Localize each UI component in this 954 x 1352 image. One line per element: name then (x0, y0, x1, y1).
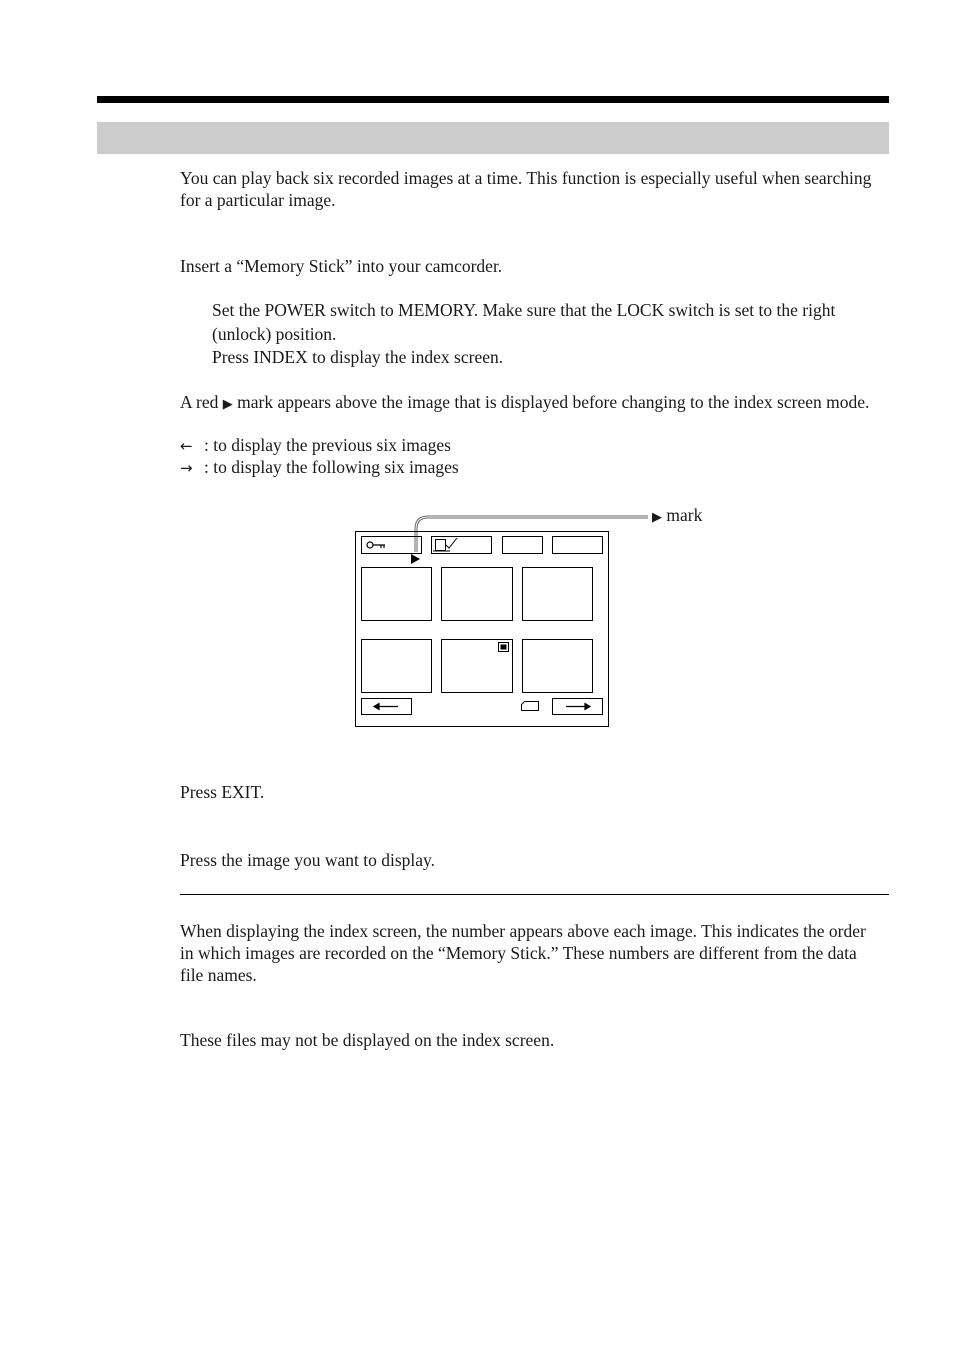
thumbnail-3 (523, 568, 593, 621)
left-arrow-icon: ← (180, 437, 193, 455)
right-arrow-icon: → (180, 459, 193, 477)
step-exit: Press EXIT. (180, 782, 265, 802)
play-mark-callout (652, 504, 702, 529)
step-insert: Insert a “Memory Stick” into your camcorder. (180, 256, 503, 276)
prev-arrow-text: : to display the previous six images (204, 435, 451, 455)
notes-divider (180, 894, 889, 895)
movie-file-icon (499, 643, 509, 652)
key-icon (367, 542, 385, 548)
thumbnail-1 (362, 568, 432, 621)
memory-stick-icon (522, 702, 539, 711)
step-power: Set the POWER switch to MEMORY. Make sure that the LOCK switch is set to the right (unlock) position. (212, 300, 836, 344)
key-button (362, 537, 422, 554)
thumbnail-4 (362, 640, 432, 693)
print-mark-icon (433, 538, 457, 551)
note-numbers: When displaying the index screen, the number appears above each image. This indicates the order in which images are recorded on the “Memory Stick.” These numbers are different from the data file names. (180, 921, 866, 985)
intro-paragraph: You can play back six recorded images at a time. This function is especially useful when searching for a particular image. (180, 168, 872, 210)
step-index: Press INDEX to display the index screen. (212, 347, 504, 367)
blank-button-2 (553, 537, 603, 554)
next-arrow-text: : to display the following six images (204, 457, 459, 477)
blank-button-1 (503, 537, 543, 554)
play-mark-icon: ▶ (652, 510, 662, 525)
play-mark-icon: ▶ (222, 397, 233, 412)
left-arrow-icon (374, 704, 398, 710)
selected-play-mark (411, 554, 420, 564)
note-files: These files may not be displayed on the index screen. (180, 1030, 555, 1050)
callout-leader-line (416, 517, 648, 552)
thumbnail-2 (442, 568, 513, 621)
red-mark-suffix: mark appears above the image that is displayed before changing to the index screen mode. (237, 392, 870, 412)
thumbnail-6 (523, 640, 593, 693)
screen-frame (356, 532, 609, 727)
red-mark-prefix: A red (180, 392, 219, 412)
step-press-image: Press the image you want to display. (180, 850, 436, 870)
right-arrow-icon (566, 704, 590, 710)
callout-label: mark (666, 505, 703, 525)
